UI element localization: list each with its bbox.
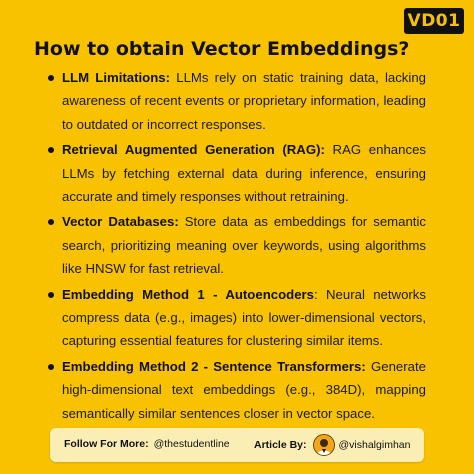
- bullet-dot-icon: [48, 219, 54, 225]
- bullet-text: Store data as embeddings for semantic search, prioritizing meaning over keywords, using algorithms like HNSW for fast retrieval.: [62, 214, 426, 277]
- avatar: [313, 434, 335, 456]
- author-section: [254, 434, 410, 456]
- list-item: [46, 138, 426, 208]
- follow-section: [64, 438, 230, 450]
- list-item: [46, 210, 426, 280]
- list-item: [46, 283, 426, 353]
- bullet-text: Generate high-dimensional text embeddings (e.g., 384D), mapping semantically similar sentences closer in vector space.: [62, 358, 426, 421]
- author-handle-link[interactable]: @vishalgimhan: [338, 439, 411, 451]
- bullet-dot-icon: [48, 147, 54, 153]
- bullet-heading: Retrieval Augmented Generation (RAG):: [62, 142, 325, 158]
- article-by-label: Article By:: [254, 439, 307, 451]
- bullet-heading: Embedding Method 1 - Autoencoders: [62, 286, 314, 302]
- post-code-badge: VD01: [404, 8, 464, 34]
- bullet-heading: LLM Limitations:: [62, 70, 171, 85]
- bullet-heading: Embedding Method 2 - Sentence Transformers:: [62, 358, 366, 374]
- follow-handle-link[interactable]: @thestudentline: [153, 438, 230, 450]
- list-item: [46, 66, 426, 136]
- follow-label: Follow For More:: [64, 438, 149, 450]
- footer-bar: [50, 428, 424, 462]
- bullet-text: RAG enhances LLMs by fetching external data during inference, ensuring accurate and timely responses without retraining.: [62, 142, 426, 205]
- bullet-dot-icon: [48, 75, 54, 81]
- bullet-heading: Vector Databases:: [62, 214, 179, 230]
- bullet-list: [46, 66, 426, 427]
- list-item: [46, 355, 426, 425]
- bullet-dot-icon: [48, 364, 54, 370]
- bullet-dot-icon: [48, 292, 54, 298]
- bullet-text: : Neural networks compress data (e.g., images) into lower-dimensional vectors, capturing essential features for clustering similar items.: [62, 286, 426, 349]
- page-title: How to obtain Vector Embeddings?: [34, 38, 410, 60]
- bullet-text: LLMs rely on static training data, lacking awareness of recent events or proprietary information, leading to outdated or incorrect responses.: [62, 70, 426, 132]
- person-avatar-icon: [314, 435, 334, 455]
